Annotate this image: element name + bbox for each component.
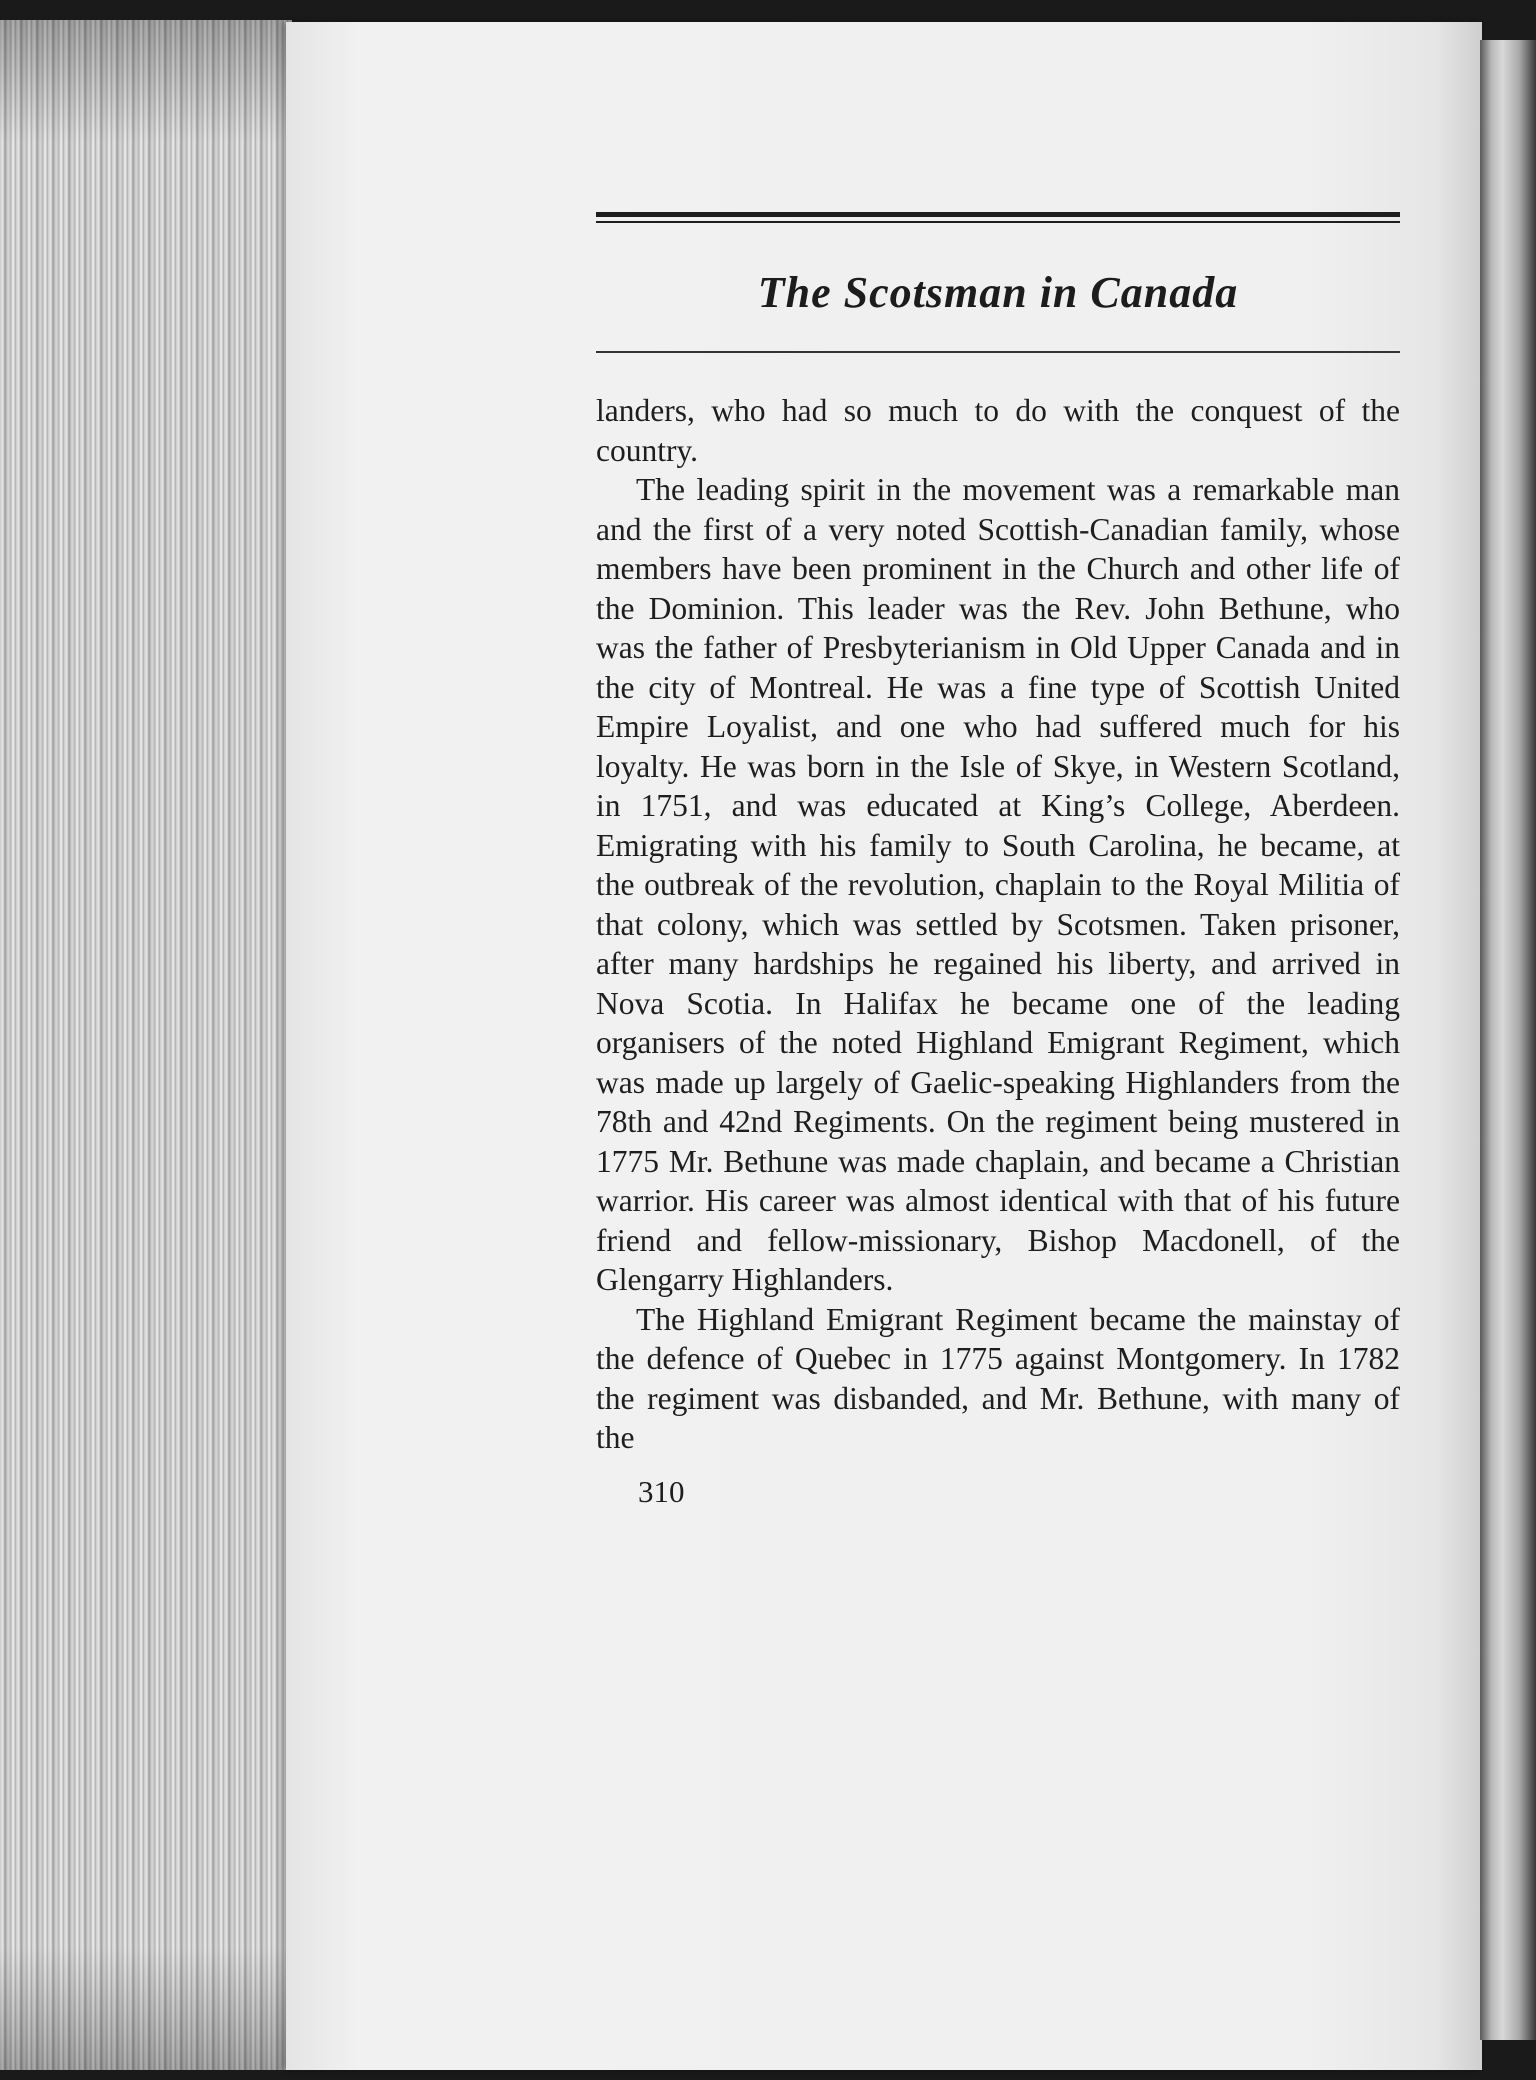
book-cover-edge — [1480, 40, 1536, 2040]
header-rule-thick — [596, 212, 1400, 217]
header-rule-thin — [596, 221, 1400, 223]
running-head: The Scotsman in Canada — [757, 268, 1239, 317]
page-number: 310 — [638, 1473, 685, 1509]
paragraph: The leading spirit in the movement was a remarkable man and the first of a very noted Scottish-Canadian family, whose members have been prominent in the Church and other life of the Dominion. This leader was the Rev. John Bethune, who was the father of Presbyterianism in Old Upper Canada and in the city of Montreal. He was a fine type of Scottish United Empire Loyalist, and one who had suffered much for his loyalty. He was born in the Isle of Skye, in Western Scotland, in 1751, and was educated at King’s College, Aberdeen. Emigrating with his family to South Carolina, he became, at the outbreak of the revolution, chaplain to the Royal Militia of that colony, which was settled by Scotsmen. Taken prisoner, after many hardships he regained his liberty, and arrived in Nova Scotia. In Halifax he became one of the leading organisers of the noted Highland Emigrant Regiment, which was made up largely of Gaelic-speaking Highlanders from the 78th and 42nd Regiments. On the regiment being mustered in 1775 Mr. Bethune was made chaplain, and became a Christian warrior. His career was almost identical with that of his future friend and fellow-missionary, Bishop Macdonell, of the Glengarry Highlanders. — [596, 472, 1400, 1297]
paragraph-continued: landers, who had so much to do with the conquest of the country. — [596, 393, 1400, 468]
body-text — [596, 391, 1400, 1458]
page-edges — [0, 20, 292, 2070]
paragraph: The Highland Emigrant Regiment became the mainstay of the defence of Quebec in 1775 against Montgomery. In 1782 the regiment was disbanded, and Mr. Bethune, with many of the — [596, 1301, 1400, 1455]
page-content — [596, 212, 1400, 1510]
header-underline — [596, 351, 1400, 353]
